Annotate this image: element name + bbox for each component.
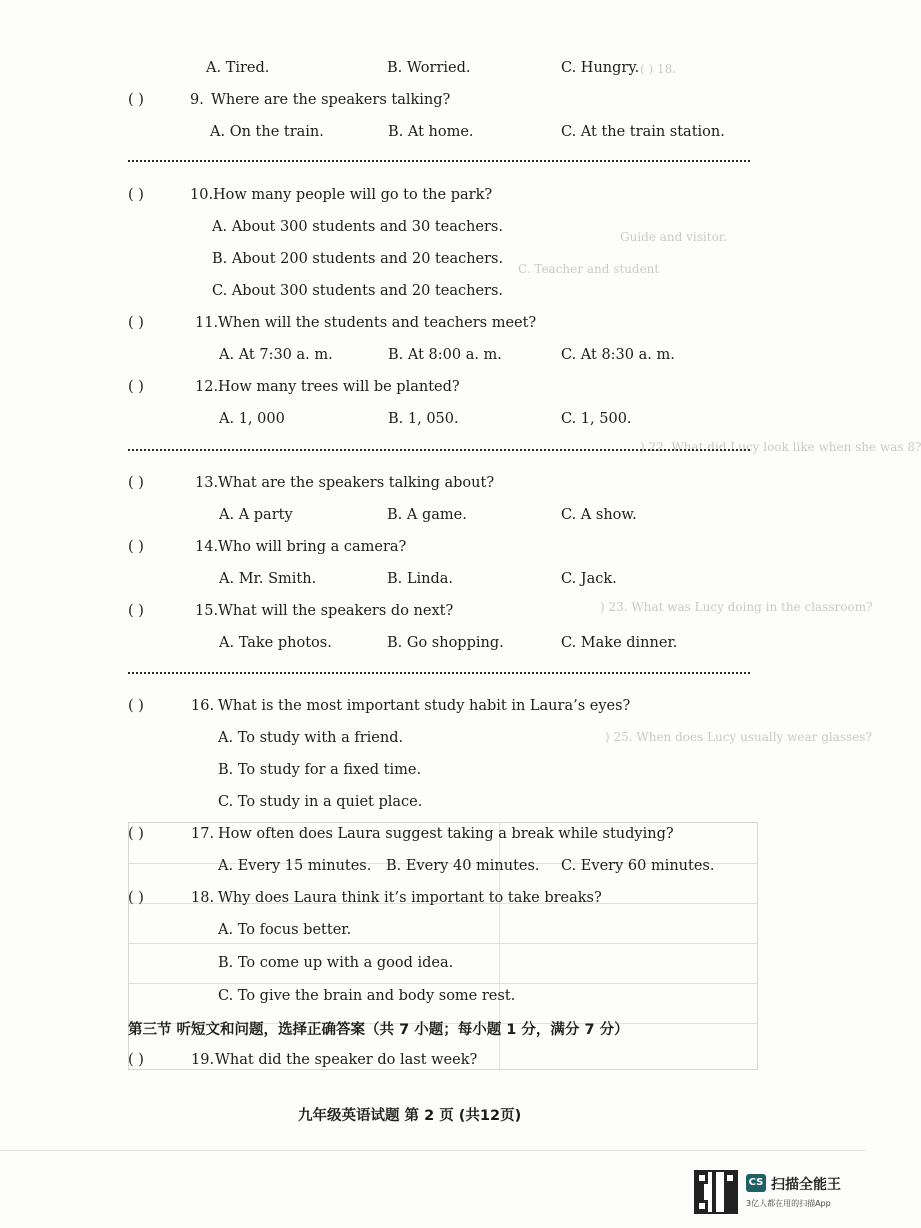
q15-option-b: B. Go shopping. — [387, 635, 504, 651]
q15-option-a: A. Take photos. — [219, 635, 332, 651]
q12-number: 12. — [195, 379, 219, 395]
answer-blank-q12[interactable]: ( ) — [128, 379, 144, 395]
q15-option-c: C. Make dinner. — [561, 635, 678, 651]
answer-blank-q17[interactable]: ( ) — [128, 826, 144, 842]
q14-option-b: B. Linda. — [387, 571, 454, 587]
q14-question: Who will bring a camera? — [218, 539, 407, 555]
bleed-through-text: C. Teacher and student — [518, 262, 660, 276]
q13-option-b: B. A game. — [387, 507, 467, 523]
bleed-through-text: ) 22. What did Lucy look like when she was 8? — [640, 440, 921, 454]
bleed-through-text: ) 23. What was Lucy doing in the classroom? — [600, 600, 873, 614]
q8-option-c: C. Hungry. — [561, 60, 640, 76]
q13-question: What are the speakers talking about? — [218, 475, 495, 491]
q8-option-b: B. Worried. — [387, 60, 471, 76]
q12-option-a: A. 1, 000 — [219, 411, 285, 427]
answer-blank-q13[interactable]: ( ) — [128, 475, 144, 491]
q18-number: 18. — [191, 890, 215, 906]
q10-option-a: A. About 300 students and 30 teachers. — [212, 219, 503, 235]
q19-number: 19. — [191, 1052, 215, 1068]
watermark-brand: 扫描全能王 — [771, 1177, 841, 1193]
answer-blank-q14[interactable]: ( ) — [128, 539, 144, 555]
q9-option-c: C. At the train station. — [561, 124, 725, 140]
page-footer: 九年级英语试题 第 2 页 (共12页) — [298, 1108, 522, 1124]
bleed-through-text: ) 25. When does Lucy usually wear glasses? — [605, 730, 872, 744]
q18-question: Why does Laura think it’s important to take breaks? — [218, 890, 602, 906]
watermark-tagline: 3亿人都在用的扫描App — [746, 1199, 831, 1208]
q17-question: How often does Laura suggest taking a break while studying? — [218, 826, 674, 842]
q10-option-b: B. About 200 students and 20 teachers. — [212, 251, 504, 267]
answer-blank-q11[interactable]: ( ) — [128, 315, 144, 331]
camscanner-logo-icon: CS — [746, 1174, 766, 1192]
q9-option-a: A. On the train. — [210, 124, 324, 140]
dialogue-divider — [128, 160, 750, 162]
q17-number: 17. — [191, 826, 215, 842]
answer-blank-q15[interactable]: ( ) — [128, 603, 144, 619]
q13-option-c: C. A show. — [561, 507, 637, 523]
q10-option-c: C. About 300 students and 20 teachers. — [212, 283, 504, 299]
q16-number: 16. — [191, 698, 215, 714]
answer-blank-q9[interactable]: ( ) — [128, 92, 144, 108]
answer-blank-q18[interactable]: ( ) — [128, 890, 144, 906]
q16-question: What is the most important study habit in Laura’s eyes? — [218, 698, 631, 714]
q18-option-c: C. To give the brain and body some rest. — [218, 988, 516, 1004]
q12-option-b: B. 1, 050. — [388, 411, 459, 427]
q18-option-b: B. To come up with a good idea. — [218, 955, 454, 971]
answer-blank-q10[interactable]: ( ) — [128, 187, 144, 203]
q16-option-b: B. To study for a fixed time. — [218, 762, 422, 778]
q14-option-a: A. Mr. Smith. — [219, 571, 317, 587]
q10-number: 10. — [190, 187, 214, 203]
q9-number: 9. — [190, 92, 204, 108]
q19-question: What did the speaker do last week? — [215, 1052, 478, 1068]
q17-option-c: C. Every 60 minutes. — [561, 858, 715, 874]
answer-blank-q19[interactable]: ( ) — [128, 1052, 144, 1068]
q11-question: When will the students and teachers meet? — [218, 315, 537, 331]
q14-number: 14. — [195, 539, 219, 555]
q13-number: 13. — [195, 475, 219, 491]
q12-question: How many trees will be planted? — [218, 379, 460, 395]
q14-option-c: C. Jack. — [561, 571, 617, 587]
q11-option-c: C. At 8:30 a. m. — [561, 347, 675, 363]
q15-number: 15. — [195, 603, 219, 619]
bleed-through-text: Guide and visitor. — [620, 230, 728, 244]
q17-option-b: B. Every 40 minutes. — [386, 858, 540, 874]
q11-option-a: A. At 7:30 a. m. — [219, 347, 333, 363]
q11-number: 11. — [195, 315, 219, 331]
q18-option-a: A. To focus better. — [218, 922, 352, 938]
q9-option-b: B. At home. — [388, 124, 474, 140]
q10-question: How many people will go to the park? — [213, 187, 493, 203]
answer-blank-q16[interactable]: ( ) — [128, 698, 144, 714]
q16-option-c: C. To study in a quiet place. — [218, 794, 423, 810]
q13-option-a: A. A party — [219, 507, 293, 523]
q12-option-c: C. 1, 500. — [561, 411, 632, 427]
q9-question: Where are the speakers talking? — [211, 92, 451, 108]
dialogue-divider — [128, 449, 750, 451]
section-3-heading: 第三节 听短文和问题，选择正确答案（共 7 小题；每小题 1 分，满分 7 分） — [128, 1022, 629, 1038]
q8-option-a: A. Tired. — [206, 60, 270, 76]
bleed-through-text: ( ) 18. — [640, 62, 677, 76]
q17-option-a: A. Every 15 minutes. — [218, 858, 372, 874]
q11-option-b: B. At 8:00 a. m. — [388, 347, 502, 363]
scan-edge-line — [0, 1150, 867, 1151]
q16-option-a: A. To study with a friend. — [218, 730, 404, 746]
q15-question: What will the speakers do next? — [218, 603, 454, 619]
qr-code-icon — [694, 1170, 738, 1214]
dialogue-divider — [128, 672, 750, 674]
